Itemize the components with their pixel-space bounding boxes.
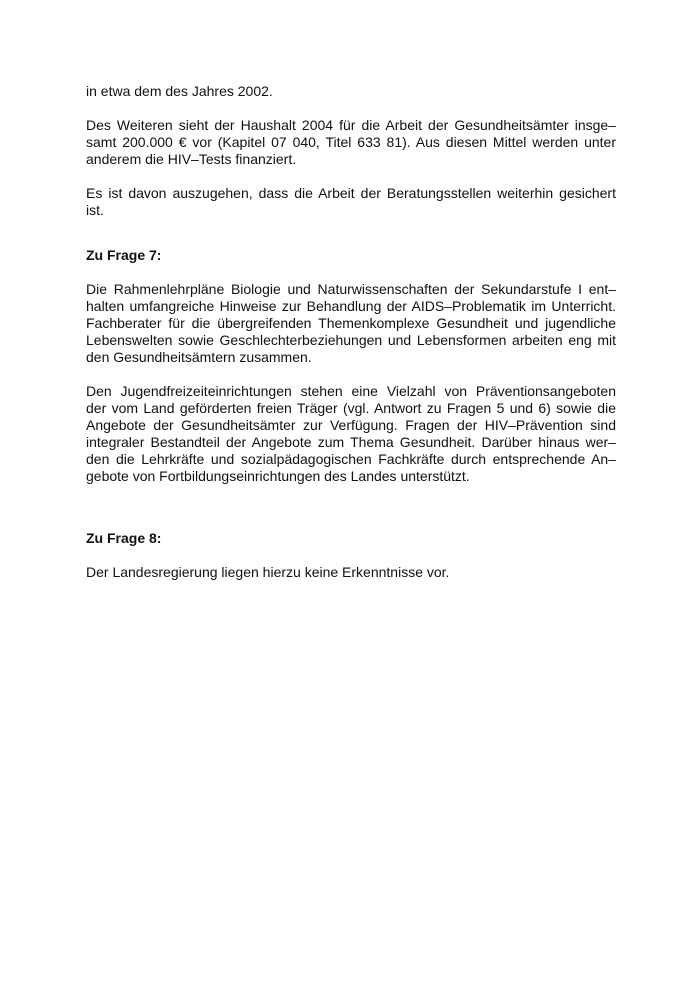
text-line: integraler Bestandteil der Angebote zum Thema Gesundheit. Darüber hinaus wer– — [86, 434, 616, 450]
text-line: halten umfangreiche Hinweise zur Behandlung der AIDS–Problematik im Unterricht. — [86, 298, 616, 314]
paragraph-haushalt — [86, 117, 616, 168]
paragraph-jugendfreizeit — [86, 383, 616, 485]
text-line: Fachberater für die übergreifenden Themenkomplexe Gesundheit und jugendliche — [86, 315, 616, 331]
text-line: ist. — [86, 202, 104, 218]
text-line: samt 200.000 € vor (Kapitel 07 040, Titel 633 81). Aus diesen Mittel werden unter — [86, 134, 616, 150]
text-line: Den Jugendfreizeiteinrichtungen stehen eine Vielzahl von Präventionsangeboten — [86, 383, 616, 399]
paragraph-rahmenlehrplaene — [86, 281, 616, 366]
text-line: anderem die HIV–Tests finanziert. — [86, 151, 297, 167]
paragraph-frage-8 — [86, 564, 616, 581]
text-line: gebote von Fortbildungseinrichtungen des Landes unterstützt. — [86, 468, 470, 484]
heading-frage-7: Zu Frage 7: — [86, 247, 162, 263]
text-line: in etwa dem des Jahres 2002. — [86, 83, 273, 99]
text-line: Angebote der Gesundheitsämter zur Verfügung. Fragen der HIV–Prävention sind — [86, 417, 616, 433]
text-line: Des Weiteren sieht der Haushalt 2004 für die Arbeit der Gesundheitsämter insge– — [86, 117, 616, 133]
text-line: den Gesundheitsämtern zusammen. — [86, 349, 312, 365]
heading-frage-8: Zu Frage 8: — [86, 530, 162, 546]
text-line: Die Rahmenlehrpläne Biologie und Naturwissenschaften der Sekundarstufe I ent– — [86, 281, 616, 297]
document-page — [86, 83, 616, 581]
text-line: der vom Land geförderten freien Träger (vgl. Antwort zu Fragen 5 und 6) sowie die — [86, 400, 616, 416]
paragraph-intro — [86, 83, 616, 100]
text-line: Es ist davon auszugehen, dass die Arbeit der Beratungsstellen weiterhin gesichert — [86, 185, 616, 201]
text-line: Lebenswelten sowie Geschlechterbeziehungen und Lebensformen arbeiten eng mit — [86, 332, 616, 348]
text-line: Der Landesregierung liegen hierzu keine Erkenntnisse vor. — [86, 564, 450, 580]
text-line: den die Lehrkräfte und sozialpädagogischen Fachkräfte durch entsprechende An– — [86, 451, 616, 467]
paragraph-beratung — [86, 185, 616, 219]
